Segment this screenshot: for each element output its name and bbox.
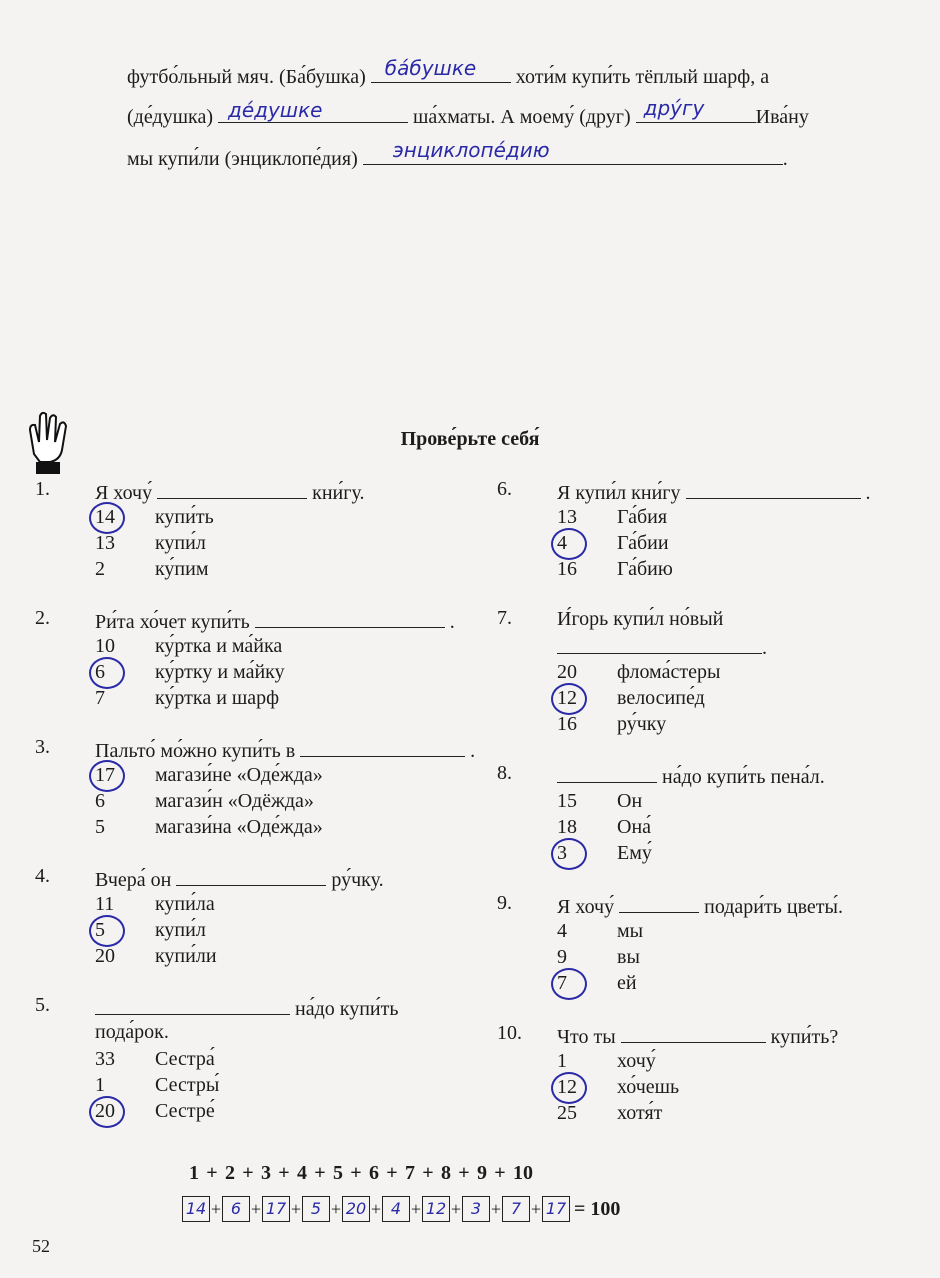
option-number-text: 1	[557, 1050, 567, 1072]
sum-total: = 100	[574, 1197, 621, 1220]
plus-sign: +	[410, 1198, 422, 1219]
sum-index: 8	[441, 1162, 451, 1184]
answer-option	[95, 1098, 215, 1124]
option-text: Га́бия	[617, 506, 668, 528]
question-number: 3.	[35, 736, 50, 758]
answer-option	[557, 530, 669, 556]
answer-box: 12	[422, 1196, 450, 1222]
question-stem-line2	[95, 1020, 169, 1044]
option-number-text: 20	[95, 945, 115, 967]
answer-option	[95, 1072, 219, 1098]
option-number-text: 1	[95, 1074, 105, 1096]
option-number	[557, 970, 617, 996]
answer-option	[557, 944, 640, 970]
option-text: мы	[617, 920, 644, 942]
answer-option	[95, 814, 323, 840]
stem-text: кни́гу.	[312, 482, 365, 504]
stem-text: Пальто́ мо́жно купи́ть в	[95, 740, 296, 762]
circle-mark-icon	[551, 838, 587, 870]
answer-blank	[557, 633, 762, 654]
option-number	[557, 918, 617, 944]
stem-text: Вчера́ он	[95, 869, 172, 891]
option-number	[95, 814, 155, 840]
answer-blank	[621, 1022, 766, 1043]
option-number-text: 5	[95, 816, 105, 838]
question-stem	[95, 478, 364, 505]
question-stem-line2	[557, 633, 767, 660]
question-number: 8.	[497, 762, 512, 784]
option-number	[557, 840, 617, 866]
option-number-text: 9	[557, 946, 567, 968]
plus-sign: +	[206, 1162, 218, 1184]
option-number	[557, 711, 617, 737]
option-number-text: 12	[557, 687, 577, 709]
option-number-text: 16	[557, 558, 577, 580]
stem-text: Что ты	[557, 1026, 616, 1048]
plus-sign: +	[422, 1162, 434, 1184]
option-number-text: 15	[557, 790, 577, 812]
plus-sign: +	[210, 1198, 222, 1219]
plus-sign: +	[494, 1162, 506, 1184]
plus-sign: +	[290, 1198, 302, 1219]
option-text: Га́бию	[617, 558, 673, 580]
handwritten-answer: дру́гу	[643, 96, 705, 120]
answer-option	[557, 685, 705, 711]
option-number	[95, 788, 155, 814]
answer-option	[557, 788, 642, 814]
answer-box: 6	[222, 1196, 250, 1222]
sum-index: 4	[297, 1162, 307, 1184]
top-line-1	[127, 56, 770, 89]
plus-sign: +	[330, 1198, 342, 1219]
stem-text: Ри́та хо́чет купи́ть	[95, 611, 250, 633]
stem-text: подари́ть цветы́.	[704, 896, 843, 918]
stem-text: Я хочу́	[557, 896, 615, 918]
answer-box: 7	[502, 1196, 530, 1222]
text-segment: .	[782, 148, 788, 170]
plus-sign: +	[350, 1162, 362, 1184]
option-text: ру́чку	[617, 713, 667, 735]
option-number-text: 25	[557, 1102, 577, 1124]
sum-header-row	[188, 1162, 534, 1185]
stem-text: пода́рок.	[95, 1021, 169, 1043]
sum-index: 5	[333, 1162, 343, 1184]
text-segment: Ива́ну	[755, 106, 809, 128]
option-number-text: 20	[95, 1100, 115, 1122]
answer-option	[95, 633, 282, 659]
option-number-text: 13	[95, 532, 115, 554]
answer-blank	[176, 865, 326, 886]
stem-text: .	[449, 611, 455, 633]
stem-text: купи́ть?	[770, 1026, 839, 1048]
handwritten-answer: де́душке	[227, 98, 323, 122]
stem-text: Я хочу́	[95, 482, 153, 504]
option-number	[557, 944, 617, 970]
option-number	[557, 556, 617, 582]
answer-blank	[371, 56, 511, 83]
stem-text: .	[470, 740, 476, 762]
option-number	[95, 891, 155, 917]
plus-sign: +	[458, 1162, 470, 1184]
option-text: магази́не «Оде́жда»	[155, 764, 323, 786]
answer-blank	[686, 478, 861, 499]
plus-sign: +	[370, 1198, 382, 1219]
text-segment: (де́душка)	[127, 106, 213, 128]
answer-option	[95, 943, 217, 969]
stem-text: ру́чку.	[331, 869, 384, 891]
answer-option	[557, 1048, 656, 1074]
section-title: Прове́рьте себя́	[400, 428, 540, 450]
option-text: Она́	[617, 816, 652, 838]
option-text: хочу́	[617, 1050, 656, 1072]
answer-blank	[619, 892, 699, 913]
plus-sign: +	[386, 1162, 398, 1184]
text-segment: мы купи́ли (энциклопе́дия)	[127, 148, 358, 170]
option-text: купи́ть	[155, 506, 214, 528]
option-number	[95, 762, 155, 788]
plus-sign: +	[490, 1198, 502, 1219]
option-number-text: 14	[95, 506, 115, 528]
answer-blank	[636, 96, 756, 123]
plus-sign: +	[278, 1162, 290, 1184]
option-text: Он	[617, 790, 643, 812]
answer-option	[95, 685, 279, 711]
option-number-text: 33	[95, 1048, 115, 1070]
option-text: ку́ртку и ма́йку	[155, 661, 285, 683]
question-stem	[557, 478, 871, 505]
answer-option	[557, 918, 643, 944]
circle-mark-icon	[551, 968, 587, 1000]
option-number	[95, 633, 155, 659]
sum-index: 3	[261, 1162, 271, 1184]
answer-option	[557, 556, 673, 582]
option-text: вы	[617, 946, 640, 968]
option-text: велосипе́д	[617, 687, 705, 709]
option-text: флома́стеры	[617, 661, 721, 683]
answer-option	[557, 711, 666, 737]
question-stem	[557, 892, 843, 919]
answer-option	[557, 840, 652, 866]
question-stem	[95, 994, 398, 1021]
question-stem	[557, 1022, 838, 1049]
question-number: 1.	[35, 478, 50, 500]
stem-text: .	[865, 482, 871, 504]
option-number	[95, 1072, 155, 1098]
option-text: Га́бии	[617, 532, 669, 554]
option-number-text: 16	[557, 713, 577, 735]
option-text: Ему́	[617, 842, 652, 864]
option-number-text: 6	[95, 790, 105, 812]
stem-text: на́до купи́ть	[295, 998, 399, 1020]
text-segment: хоти́м купи́ть тёплый шарф, а	[515, 66, 770, 88]
option-text: Сестре́	[155, 1100, 215, 1122]
question-stem	[557, 607, 723, 631]
sum-index: 7	[405, 1162, 415, 1184]
option-number-text: 11	[95, 893, 115, 915]
answer-box: 5	[302, 1196, 330, 1222]
answer-box: 4	[382, 1196, 410, 1222]
option-number	[95, 659, 155, 685]
text-segment: ша́хматы. А моему́ (друг)	[412, 106, 631, 128]
stem-text: Я купи́л кни́гу	[557, 482, 681, 504]
answer-blank	[218, 98, 408, 123]
plus-sign: +	[530, 1198, 542, 1219]
option-number	[95, 1098, 155, 1124]
option-number-text: 5	[95, 919, 105, 941]
option-number-text: 2	[95, 558, 105, 580]
answer-box: 17	[262, 1196, 290, 1222]
option-text: хо́чешь	[617, 1076, 680, 1098]
option-number	[95, 556, 155, 582]
top-line-2	[127, 96, 809, 129]
plus-sign: +	[242, 1162, 254, 1184]
plus-sign: +	[250, 1198, 262, 1219]
text-segment: футбо́льный мяч. (Ба́бушка)	[127, 66, 366, 88]
answer-option	[95, 556, 209, 582]
answer-option	[95, 659, 285, 685]
top-line-3	[127, 138, 788, 171]
option-number	[557, 659, 617, 685]
handwritten-answer: ба́бушке	[384, 56, 477, 80]
stem-text: .	[762, 637, 767, 659]
question-number: 7.	[497, 607, 512, 629]
answer-option	[557, 504, 667, 530]
stem-text: И́горь купи́л но́вый	[557, 608, 724, 630]
page-number: 52	[32, 1236, 50, 1256]
option-number	[557, 685, 617, 711]
question-stem	[95, 865, 384, 892]
answer-box: 3	[462, 1196, 490, 1222]
option-number	[95, 943, 155, 969]
answer-blank	[557, 762, 657, 783]
option-number	[557, 1048, 617, 1074]
option-text: купи́л	[155, 919, 206, 941]
answer-option	[557, 814, 651, 840]
answer-option	[95, 530, 206, 556]
option-number-text: 20	[557, 661, 577, 683]
answer-option	[95, 917, 206, 943]
option-number	[95, 504, 155, 530]
sum-index: 9	[477, 1162, 487, 1184]
answer-blank	[95, 994, 290, 1015]
option-number-text: 17	[95, 764, 115, 786]
sum-answer-row	[182, 1196, 620, 1222]
option-text: магази́н «Одёжда»	[155, 790, 314, 812]
option-number-text: 13	[557, 506, 577, 528]
answer-box: 17	[542, 1196, 570, 1222]
handwritten-answer: энциклопе́дию	[392, 138, 550, 162]
answer-blank	[255, 607, 445, 628]
option-text: ку́ртка и шарф	[155, 687, 280, 709]
plus-sign: +	[314, 1162, 326, 1184]
option-number	[557, 1100, 617, 1126]
question-number: 5.	[35, 994, 50, 1016]
answer-blank	[300, 736, 465, 757]
option-text: Сестры́	[155, 1074, 220, 1096]
stem-text: на́до купи́ть пена́л.	[662, 766, 825, 788]
option-text: купи́ли	[155, 945, 217, 967]
sum-index: 10	[513, 1162, 533, 1184]
option-number	[557, 788, 617, 814]
answer-box: 20	[342, 1196, 370, 1222]
option-text: ку́ртка и ма́йка	[155, 635, 283, 657]
option-text: ку́пим	[155, 558, 209, 580]
option-text: магази́на «Оде́жда»	[155, 816, 323, 838]
answer-option	[95, 762, 323, 788]
plus-sign: +	[450, 1198, 462, 1219]
answer-box: 14	[182, 1196, 210, 1222]
answer-option	[557, 659, 720, 685]
answer-option	[557, 1100, 662, 1126]
option-number	[557, 814, 617, 840]
option-text: купи́ла	[155, 893, 215, 915]
circle-mark-icon	[89, 1096, 125, 1128]
option-number-text: 3	[557, 842, 567, 864]
option-number-text: 18	[557, 816, 577, 838]
option-number	[95, 530, 155, 556]
question-number: 4.	[35, 865, 50, 887]
question-number: 2.	[35, 607, 50, 629]
sum-index: 2	[225, 1162, 235, 1184]
option-number-text: 6	[95, 661, 105, 683]
answer-blank	[363, 138, 783, 165]
answer-option	[95, 504, 214, 530]
question-stem	[557, 762, 825, 789]
option-text: Сестра́	[155, 1048, 215, 1070]
sum-index: 1	[189, 1162, 199, 1184]
option-number	[95, 685, 155, 711]
option-number-text: 12	[557, 1076, 577, 1098]
answer-blank	[157, 478, 307, 499]
option-number	[557, 1074, 617, 1100]
question-number: 10.	[497, 1022, 522, 1044]
answer-option	[557, 970, 637, 996]
sum-index: 6	[369, 1162, 379, 1184]
option-number-text: 7	[557, 972, 567, 994]
question-stem	[95, 736, 475, 763]
option-number-text: 4	[557, 532, 567, 554]
answer-option	[557, 1074, 679, 1100]
option-number	[95, 1046, 155, 1072]
option-text: купи́л	[155, 532, 206, 554]
option-number-text: 7	[95, 687, 105, 709]
option-number	[557, 530, 617, 556]
option-number	[95, 917, 155, 943]
option-number-text: 4	[557, 920, 567, 942]
answer-option	[95, 788, 314, 814]
option-text: ей	[617, 972, 637, 994]
question-number: 6.	[497, 478, 512, 500]
question-number: 9.	[497, 892, 512, 914]
answer-option	[95, 1046, 215, 1072]
question-stem	[95, 607, 455, 634]
option-text: хотя́т	[617, 1102, 663, 1124]
option-number-text: 10	[95, 635, 115, 657]
option-number	[557, 504, 617, 530]
answer-option	[95, 891, 215, 917]
